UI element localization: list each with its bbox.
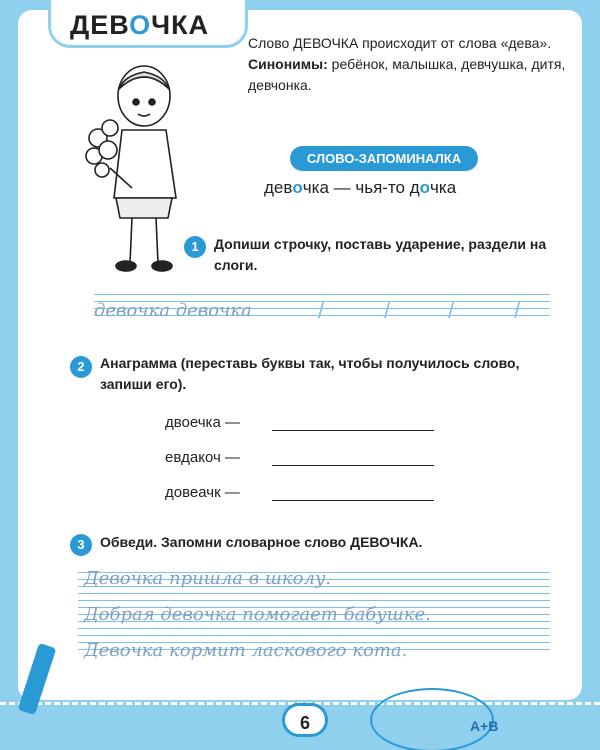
slash-mark: / bbox=[514, 298, 521, 323]
anagram-word: евдакоч — bbox=[165, 449, 240, 466]
girl-illustration bbox=[80, 58, 190, 278]
memo-badge: СЛОВО-ЗАПОМИНАЛКА bbox=[290, 146, 478, 171]
task-2-number: 2 bbox=[70, 356, 92, 378]
task-3-number: 3 bbox=[70, 534, 92, 556]
traced-sentence: Девочка пришла в школу. bbox=[84, 568, 332, 589]
ab-label: А+В bbox=[470, 718, 499, 734]
anagram-word: двоечка — bbox=[165, 414, 240, 431]
task-1-text: Допиши строчку, поставь ударение, раздели на слоги. bbox=[214, 236, 547, 273]
answer-line[interactable] bbox=[272, 430, 434, 431]
slash-mark: / bbox=[384, 298, 391, 323]
slash-mark: / bbox=[448, 298, 455, 323]
task-1-number: 1 bbox=[184, 236, 206, 258]
slash-mark: / bbox=[318, 298, 325, 323]
answer-line[interactable] bbox=[272, 465, 434, 466]
anagram-word: довеачк — bbox=[165, 484, 240, 501]
traced-sentence: Добрая девочка помогает бабушке. bbox=[84, 604, 431, 625]
page-number: 6 bbox=[282, 703, 328, 737]
intro-text: Слово ДЕВОЧКА происходит от слова «дева». Синонимы: ребёнок, малышка, девчушка, дитя, девчонка. bbox=[248, 35, 566, 93]
page-title: ДЕВОЧКА bbox=[70, 10, 210, 40]
sample-word: девочка девочка bbox=[94, 300, 252, 321]
answer-line[interactable] bbox=[272, 500, 434, 501]
task-3-text: Обведи. Запомни словарное слово ДЕВОЧКА. bbox=[100, 534, 423, 550]
task-2-text: Анаграмма (переставь буквы так, чтобы получилось слово, запиши его). bbox=[100, 355, 520, 392]
traced-sentence: Девочка кормит ласкового кота. bbox=[84, 640, 408, 661]
memo-phrase: девочка — чья-то дочка bbox=[264, 178, 457, 197]
